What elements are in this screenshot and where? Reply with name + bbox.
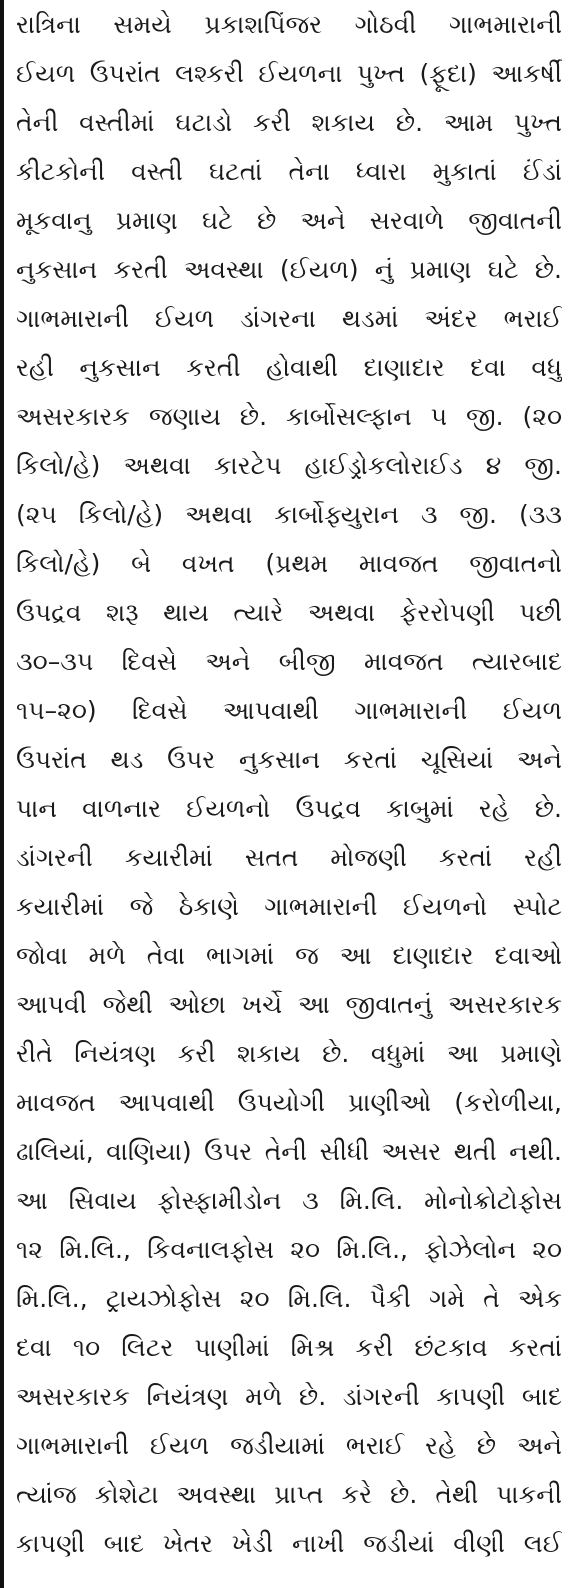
text-line-8: રહી નુકસાન કરતી હોવાથી દાણાદાર દવા વધુ — [16, 353, 562, 382]
text-line-2: ઈયળ ઉપરાંત લશ્કરી ઈયળના પુખ્ત (ફૂદા) આકર્ષી — [16, 59, 562, 88]
text-line-15: ૧૫–૨૦) દિવસે આપવાથી ગાભમારાની ઈયળ — [16, 696, 562, 725]
text-line-30: ગાભમારાની ઈયળ જડીયામાં ભરાઈ રહે છે અને — [16, 1431, 562, 1460]
text-line-17: પાન વાળનાર ઈયળનો ઉપદ્રવ કાબુમાં રહે છે. — [16, 794, 562, 823]
text-line-29: અસરકારક નિયંત્રણ મળે છે. ડાંગરની કાપણી બાદ — [16, 1382, 562, 1411]
text-line-21: આપવી જેથી ઓછા ખર્ચે આ જીવાતનું અસરકારક — [16, 990, 562, 1019]
text-line-16: ઉપરાંત થડ ઉપર નુકસાન કરતાં ચૂસિયાં અને — [16, 745, 562, 774]
text-line-7: ગાભમારાની ઈયળ ડાંગરના થડમાં અંદર ભરાઈ — [16, 304, 562, 333]
text-line-12: કિલો/હે) બે વખત (પ્રથમ માવજત જીવાતનો — [16, 549, 562, 578]
left-margin-rule — [0, 0, 4, 1588]
text-line-10: કિલો/હે) અથવા કારટેપ હાઈડ્રોકલોરાઈડ ૪ જી. — [16, 451, 562, 480]
text-line-1: રાત્રિના સમયે પ્રકાશપિંજર ગોઠવી ગાભમારાની — [16, 10, 562, 39]
text-line-14: ૩૦–૩૫ દિવસે અને બીજી માવજત ત્યારબાદ — [16, 647, 562, 676]
text-line-11: (૨૫ કિલો/હે) અથવા કાર્બોફ્યુરાન ૩ જી. (૩૩ — [16, 500, 562, 529]
text-line-22: રીતે નિયંત્રણ કરી શકાય છે. વધુમાં આ પ્રમાણે — [16, 1039, 562, 1068]
text-line-9: અસરકારક જણાય છે. કાર્બોસલ્ફાન ૫ જી. (૨૦ — [16, 402, 562, 431]
text-line-25: આ સિવાય ફોસ્ફામીડોન ૩ મિ.લિ. મોનોક્રોટોફોસ — [16, 1186, 562, 1215]
text-line-24: ઢાલિયાં, વાણિયા) ઉપર તેની સીધી અસર થતી નથી. — [16, 1137, 562, 1166]
text-line-18: ડાંગરની કયારીમાં સતત મોજણી કરતાં રહી — [16, 843, 562, 872]
text-line-13: ઉપદ્રવ શરૂ થાય ત્યારે અથવા ફેરરોપણી પછી — [16, 598, 562, 627]
text-line-23: માવજત આપવાથી ઉપયોગી પ્રાણીઓ (કરોળીયા, — [16, 1088, 562, 1117]
text-line-26: ૧૨ મિ.લિ., કિવનાલફોસ ૨૦ મિ.લિ., ફોઝેલોન ૨૦ — [16, 1235, 562, 1264]
text-line-3: તેની વસ્તીમાં ઘટાડો કરી શકાય છે. આમ પુખ્ત — [16, 108, 562, 137]
text-line-28: દવા ૧૦ લિટર પાણીમાં મિશ્ર કરી છંટકાવ કરતાં — [16, 1333, 562, 1362]
text-line-19: કયારીમાં જે ઠેકાણે ગાભમારાની ઈયળનો સ્પોટ — [16, 892, 562, 921]
text-line-32: કાપણી બાદ ખેતર ખેડી નાખી જડીયાં વીણી લઈ — [16, 1529, 562, 1558]
text-line-20: જોવા મળે તેવા ભાગમાં જ આ દાણાદાર દવાઓ — [16, 941, 562, 970]
text-line-31: ત્યાંજ કોશેટા અવસ્થા પ્રાપ્ત કરે છે. તેથી પાકની — [16, 1480, 562, 1509]
text-line-5: મૂકવાનુ પ્રમાણ ઘટે છે અને સરવાળે જીવાતની — [16, 206, 562, 235]
text-line-4: કીટકોની વસ્તી ઘટતાં તેના ધ્વારા મુકાતાં ઈંડાં — [16, 157, 562, 186]
body-text — [16, 0, 562, 1568]
text-line-27: મિ.લિ., ટ્રાયઝોફોસ ૨૦ મિ.લિ. પૈકી ગમે તે એક — [16, 1284, 562, 1313]
text-line-6: નુકસાન કરતી અવસ્થા (ઈયળ) નું પ્રમાણ ઘટે છે. — [16, 255, 562, 284]
